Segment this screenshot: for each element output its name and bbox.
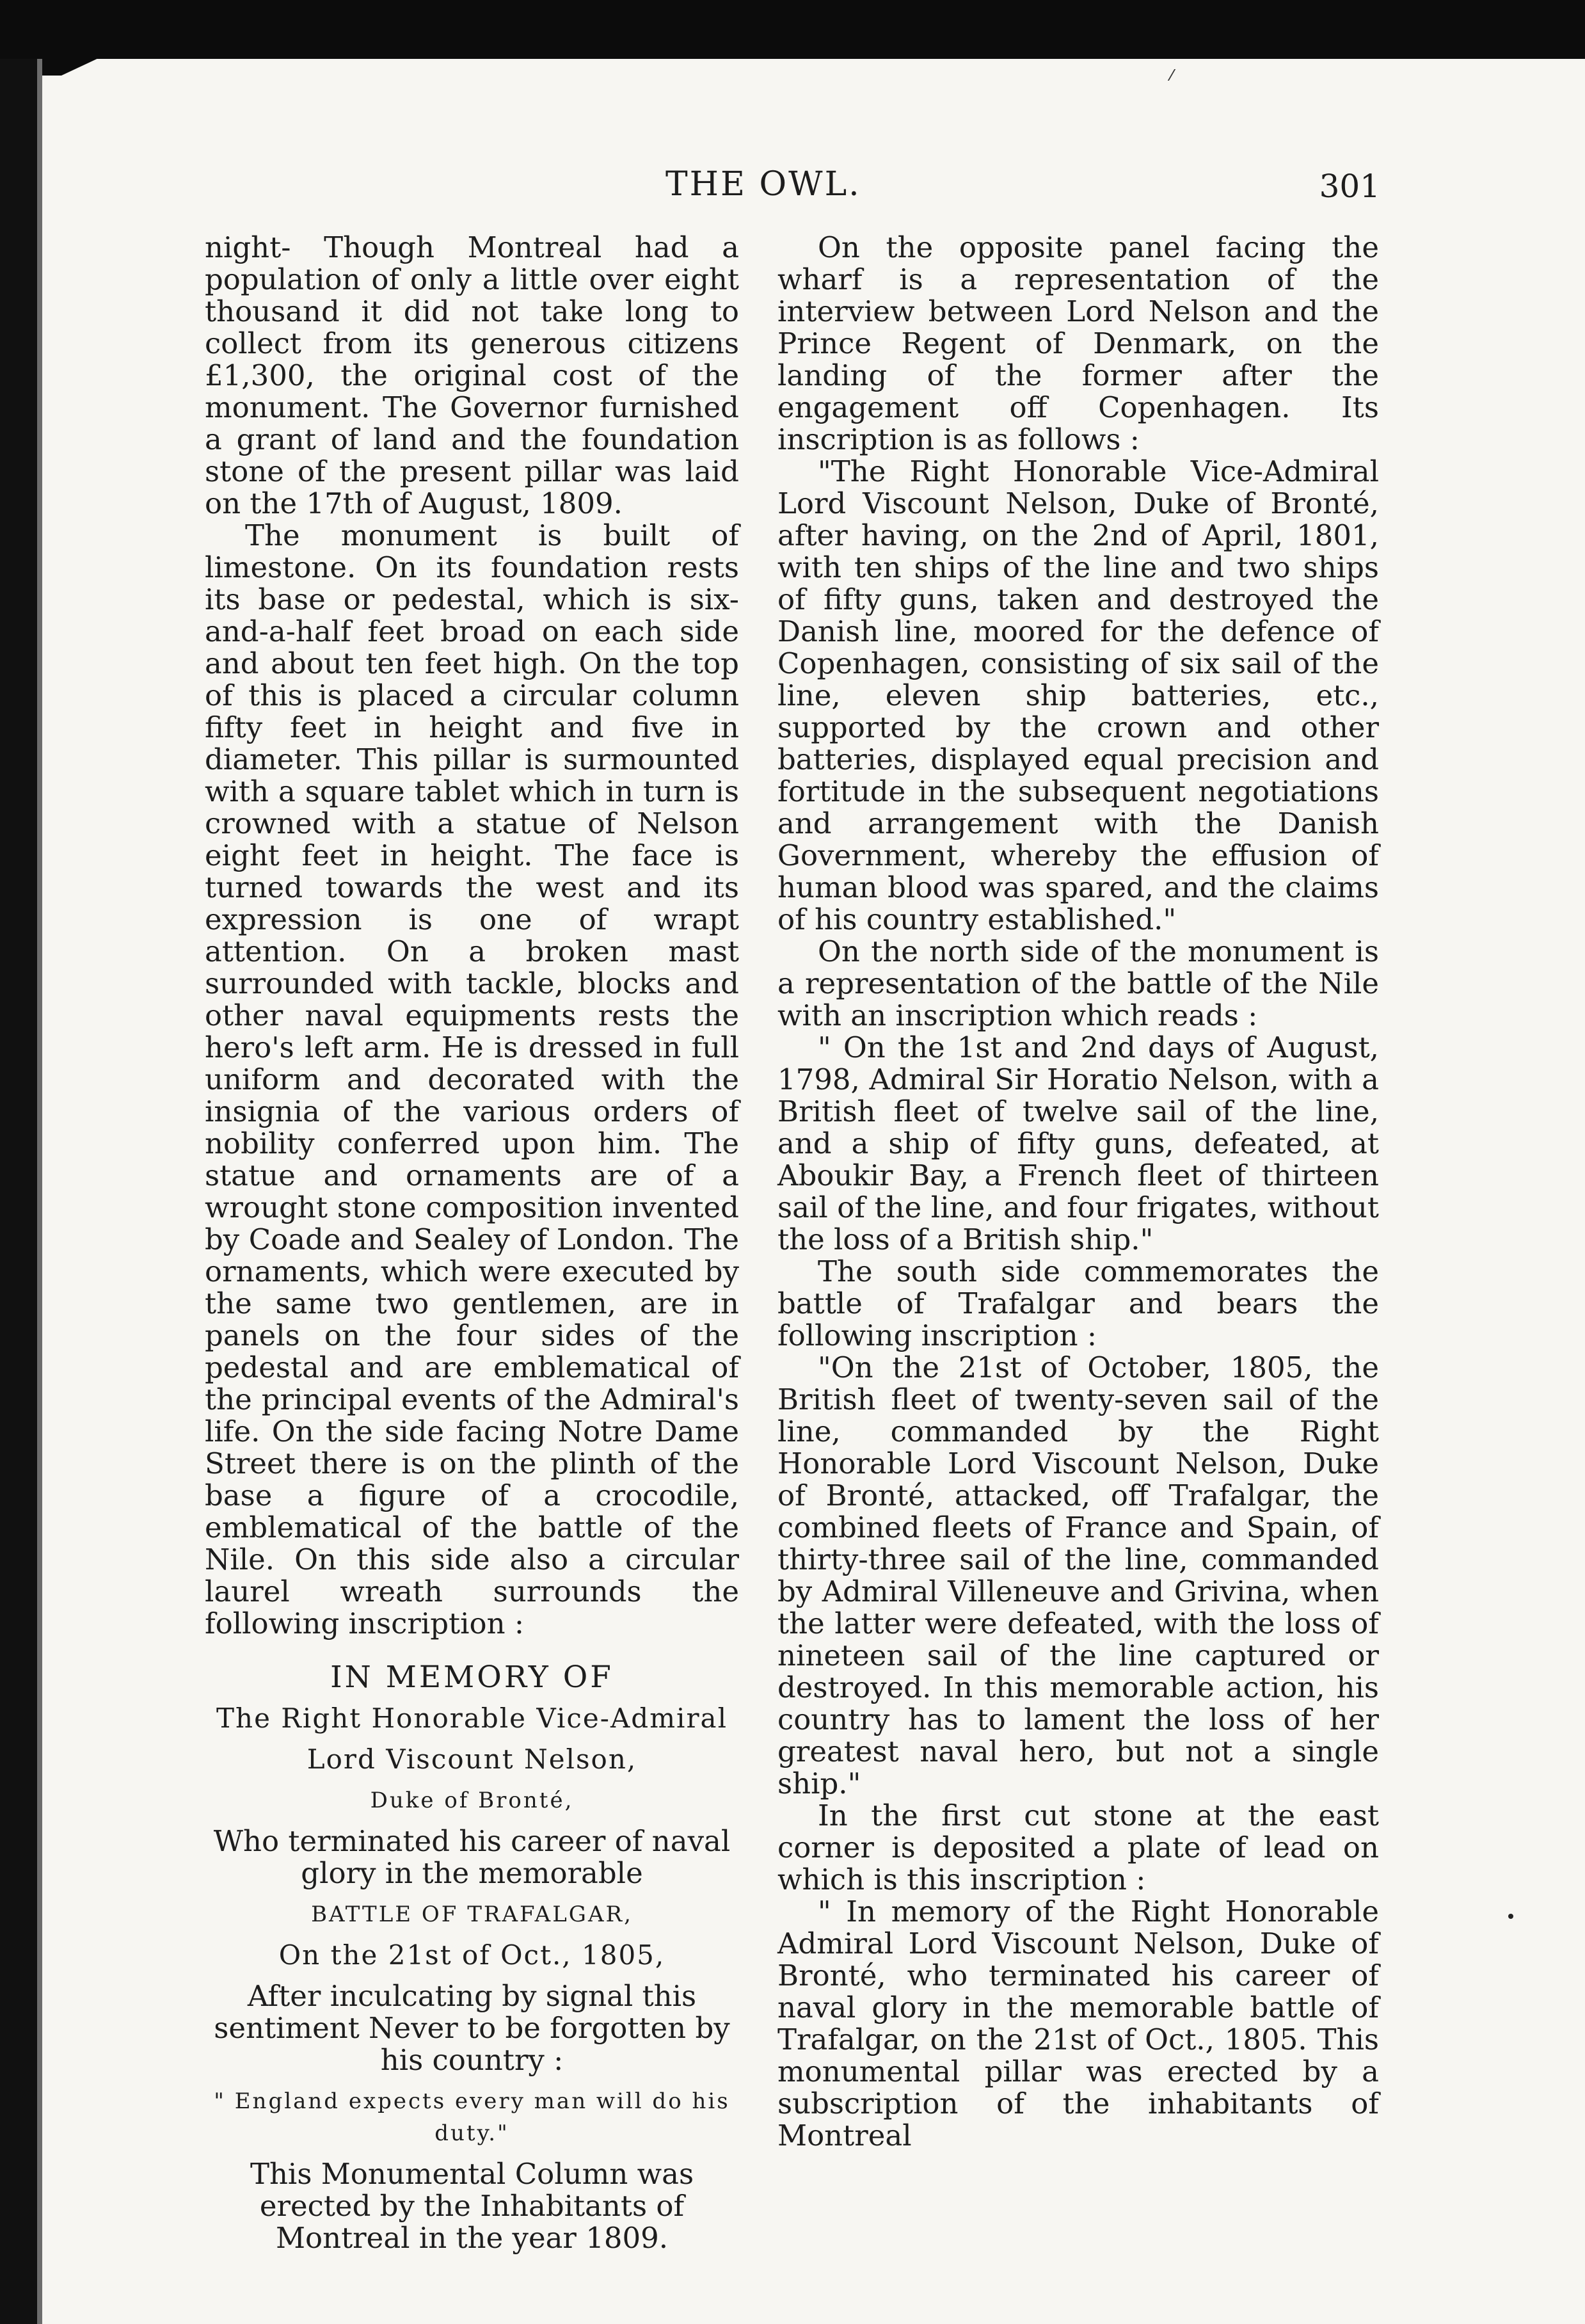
scan-left-border-shadow [37,59,42,2324]
inscription-line: BATTLE OF TRAFALGAR, [311,1902,633,1927]
paragraph: " On the 1st and 2nd days of August, 1798, Admiral Sir Horatio Nelson, with a British fleet of twelve sail of the line, and a ship of fifty guns, defeated, at Aboukir Bay, a French fleet of thirteen sail of the line, and four frigates, without the loss of a British ship." [777,1030,1379,1256]
scan-mark [1168,69,1183,81]
paragraph: "The Right Honorable Vice-Admiral Lord Viscount Nelson, Duke of Bronté, after having, on the 2nd of April, 1801, with ten ships of the line and two ships of fifty guns, taken and destroyed the Danish line, moored for the defence of Copenhagen, consisting of six sail of the line, eleven ship batteries, etc., supported by the crown and other batteries, displayed equal precision and fortitude in the subsequent negotiations and arrangement with the Danish Government, whereby the effusion of human blood was spared, and the claims of his country established." [777,454,1379,936]
inscription-line: " England expects every man will do his duty." [214,2088,730,2146]
paragraph: On the north side of the monument is a representation of the battle of the Nile with an inscription which reads : [777,934,1379,1032]
inscription-line: The Right Honorable Vice-Admiral [216,1703,728,1734]
inscription-heading: IN MEMORY OF [330,1660,614,1695]
inscription-line: Who terminated his career of naval glory in the memorable [213,1824,731,1890]
paragraph: In the first cut stone at the east corner is deposited a plate of lead on which is this inscription : [777,1799,1379,1896]
page-number: 301 [1319,168,1380,205]
scan-speck [1508,1914,1513,1919]
paragraph: " In memory of the Right Honorable Admiral Lord Viscount Nelson, Duke of Bronté, who terminated his career of naval glory in the memorable battle of Trafalgar, on the 21st of Oct., 1805. This monumental pillar was erected by a subscription of the inhabitants of Montreal [777,1895,1379,2152]
right-column [777,232,1379,2152]
running-title: THE OWL. [665,165,861,204]
paragraph: The south side commemorates the battle of Trafalgar and bears the following inscription : [777,1254,1379,1352]
inscription-line: On the 21st of Oct., 1805, [278,1939,665,1971]
inscription-line: Lord Viscount Nelson, [307,1743,637,1775]
paragraph: "On the 21st of October, 1805, the British fleet of twenty-seven sail of the line, commanded by the Right Honorable Lord Viscount Nelson, Duke of Bronté, attacked, off Trafalgar, the combined fleets of France and Spain, of thirty-three sail of the line, commanded by Admiral Villeneuve and Grivina, when the latter were defeated, with the loss of nineteen sail of the line captured or destroyed. In this memorable action, his country has to lament the loss of her greatest naval hero, but not a single ship." [777,1350,1379,1800]
inscription-line: This Monumental Column was erected by the Inhabitants of Montreal in the year 1809. [250,2157,694,2255]
left-column [205,232,739,2263]
page-header [0,165,1585,216]
paragraph: night- Though Montreal had a population of only a little over eight thousand it did not take long to collect from its generous citizens £1,300, the original cost of the monument. The Governor furnished a grant of land and the foundation stone of the present pillar was laid on the 17th of August, 1809. [205,230,739,520]
monument-inscription [205,1662,739,2254]
paragraph: On the opposite panel facing the wharf is a representation of the interview between Lord Nelson and the Prince Regent of Denmark, on the landing of the former after the engagement off Copenhagen. Its inscription is as follows : [777,230,1379,456]
paragraph: The monument is built of limestone. On its foundation rests its base or pedestal, which is six-and-a-half feet broad on each side and about ten feet high. On the top of this is placed a circular column fifty feet in height and five in diameter. This pillar is surmounted with a square tablet which in turn is crowned with a statue of Nelson eight feet in height. The face is turned towards the west and its expression is one of wrapt attention. On a broken mast surrounded with tackle, blocks and other naval equipments rests the hero's left arm. He is dressed in full uniform and decorated with the insignia of the various orders of nobility conferred upon him. The statue and ornaments are of a wrought stone composition invented by Coade and Sealey of London. The ornaments, which were executed by the same two gentlemen, are in panels on the four sides of the pedestal and are emblematical of the principal events of the Admiral's life. On the side facing Notre Dame Street there is on the plinth of the base a figure of a crocodile, emblematical of the battle of the Nile. On this side also a circular laurel wreath surrounds the following inscription : [205,518,739,1640]
inscription-line: After inculcating by signal this sentiment Never to be forgotten by his country : [214,1979,730,2077]
inscription-line: Duke of Bronté, [370,1788,574,1813]
scan-top-border [0,0,1585,59]
scan-left-border [0,59,37,2324]
